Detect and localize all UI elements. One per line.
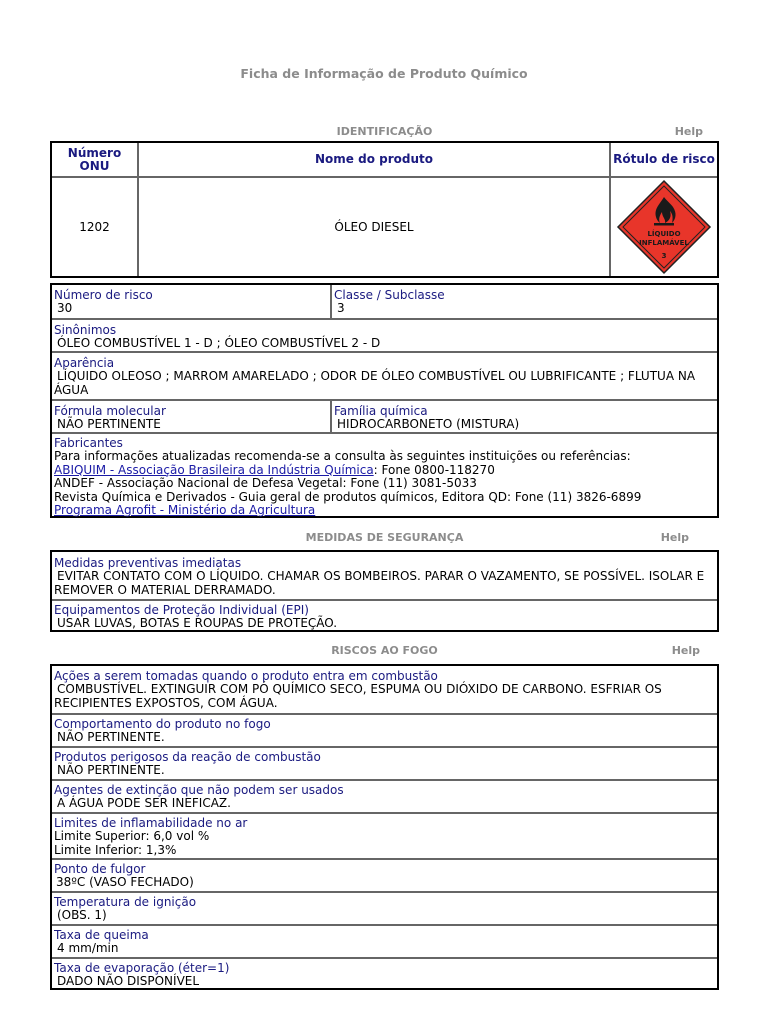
fire-risks-box (50, 664, 719, 990)
fabricantes-label: Fabricantes (54, 436, 123, 450)
sinonimos-label: Sinônimos (54, 323, 117, 337)
hazard-label-line1: LÍQUIDO (647, 230, 681, 238)
row-taxa-queima (52, 924, 717, 957)
row-numero-classe (52, 285, 717, 318)
epi-label: Equipamentos de Proteção Individual (EPI) (54, 603, 309, 617)
abiquim-link[interactable]: ABIQUIM - Associação Brasileira da Indústria Química (54, 462, 374, 477)
ponto-value: 38ºC (VASO FECHADO) (56, 875, 194, 889)
sinonimos-value: ÓLEO COMBUSTÍVEL 1 - D ; ÓLEO COMBUSTÍVEL 2 - D (57, 336, 381, 350)
section-title: MEDIDAS DE SEGURANÇA (305, 531, 464, 544)
row-aparencia (52, 351, 717, 399)
section-header-identificacao (50, 125, 719, 141)
formula-value: NÃO PERTINENTE (57, 417, 161, 431)
aparencia-value: LÍQUIDO OLEOSO ; MARROM AMARELADO ; ODOR DE ÓLEO COMBUSTÍVEL OU LUBRIFICANTE ; FLUTUA NA ÁGUA (54, 369, 696, 397)
classe-value: 3 (337, 301, 345, 315)
limite-superior: Limite Superior: 6,0 vol % (54, 829, 210, 843)
acoes-label: Ações a serem tomadas quando o produto entra em combustão (54, 669, 438, 683)
row-fabricantes (52, 432, 717, 516)
abiquim-line (54, 464, 495, 478)
row-temperatura (52, 891, 717, 924)
agentes-value: A ÁGUA PODE SER INEFICAZ. (57, 796, 231, 810)
numero-risco-label: Número de risco (54, 288, 153, 302)
row-taxa-evaporacao (52, 957, 717, 988)
produtos-label: Produtos perigosos da reação de combustão (54, 750, 321, 764)
hazard-label (611, 178, 717, 276)
abiquim-phone: : Fone 0800-118270 (373, 462, 495, 477)
section-header-seguranca (50, 531, 719, 547)
hazard-label-number: 3 (661, 252, 667, 260)
help-link[interactable]: Help (660, 531, 689, 544)
andef-line: ANDEF - Associação Nacional de Defesa Vegetal: Fone (11) 3081-5033 (54, 476, 477, 490)
classe-label: Classe / Subclasse (334, 288, 445, 302)
comportamento-label: Comportamento do produto no fogo (54, 717, 271, 731)
flammable-liquid-hazard-icon (616, 179, 712, 275)
help-link[interactable]: Help (671, 644, 700, 657)
section-title: RISCOS AO FOGO (331, 644, 438, 657)
agrofit-line (54, 504, 315, 518)
row-agentes (52, 779, 717, 812)
row-medidas (52, 552, 717, 599)
agentes-label: Agentes de extinção que não podem ser usados (54, 783, 344, 797)
ponto-label: Ponto de fulgor (54, 862, 146, 876)
identification-table (50, 141, 719, 278)
numero-risco-value: 30 (57, 301, 73, 315)
revista-line: Revista Química e Derivados - Guia geral de produtos químicos, Editora QD: Fone (11) 3826-6899 (54, 489, 642, 504)
column-header-numero-onu: Número ONU (67, 145, 122, 173)
section-title: IDENTIFICAÇÃO (336, 125, 433, 138)
taxa-evap-value: DADO NÃO DISPONÍVEL (57, 974, 200, 988)
column-header-rotulo-risco: Rótulo de risco (613, 152, 715, 166)
taxa-queima-label: Taxa de queima (54, 928, 149, 942)
fabricantes-intro: Para informações atualizadas recomenda-se a consulta às seguintes instituições ou referências: (54, 449, 631, 463)
row-ponto-fulgor (52, 858, 717, 891)
taxa-queima-value: 4 mm/min (57, 941, 119, 955)
row-epi (52, 599, 717, 632)
temp-value: (OBS. 1) (57, 908, 107, 922)
temp-label: Temperatura de ignição (54, 895, 197, 909)
limite-inferior: Limite Inferior: 1,3% (54, 842, 177, 857)
comportamento-value: NÃO PERTINENTE. (57, 730, 165, 744)
taxa-evap-label: Taxa de evaporação (éter=1) (54, 961, 230, 975)
row-limites (52, 812, 717, 858)
help-link[interactable]: Help (674, 125, 703, 138)
hazard-label-line2: INFLAMÁVEL (639, 239, 689, 247)
safety-measures-box (50, 550, 719, 632)
limites-label: Limites de inflamabilidade no ar (54, 816, 248, 830)
acoes-value: COMBUSTÍVEL. EXTINGUIR COM PÓ QUÍMICO SECO, ESPUMA OU DIÓXIDO DE CARBONO. ESFRIAR OS RECIPIENTES EXPOSTOS, COM ÁGUA. (54, 682, 662, 710)
page-title: Ficha de Informação de Produto Químico (240, 66, 528, 81)
medidas-label: Medidas preventivas imediatas (54, 556, 242, 570)
row-formula-familia (52, 399, 717, 432)
agrofit-link[interactable]: Programa Agrofit - Ministério da Agricultura (54, 503, 316, 517)
familia-label: Família química (334, 404, 428, 418)
epi-value: USAR LUVAS, BOTAS E ROUPAS DE PROTEÇÃO. (57, 616, 338, 630)
row-comportamento (52, 713, 717, 746)
section-header-fogo (50, 644, 719, 660)
formula-label: Fórmula molecular (54, 404, 166, 418)
familia-value: HIDROCARBONETO (MISTURA) (337, 417, 520, 431)
nome-produto-value: ÓLEO DIESEL (334, 220, 414, 234)
row-acoes (52, 666, 717, 713)
product-details-box (50, 283, 719, 518)
row-produtos (52, 746, 717, 779)
numero-onu-value: 1202 (79, 220, 110, 234)
column-header-nome-produto: Nome do produto (315, 152, 433, 166)
aparencia-label: Aparência (54, 356, 115, 370)
row-sinonimos (52, 318, 717, 351)
produtos-value: NÃO PERTINENTE. (57, 763, 165, 777)
medidas-value: EVITAR CONTATO COM O LÍQUIDO. CHAMAR OS BOMBEIROS. PARAR O VAZAMENTO, SE POSSÍVEL. ISOLAR E REMOVER O MATERIAL DERRAMADO. (54, 569, 705, 597)
